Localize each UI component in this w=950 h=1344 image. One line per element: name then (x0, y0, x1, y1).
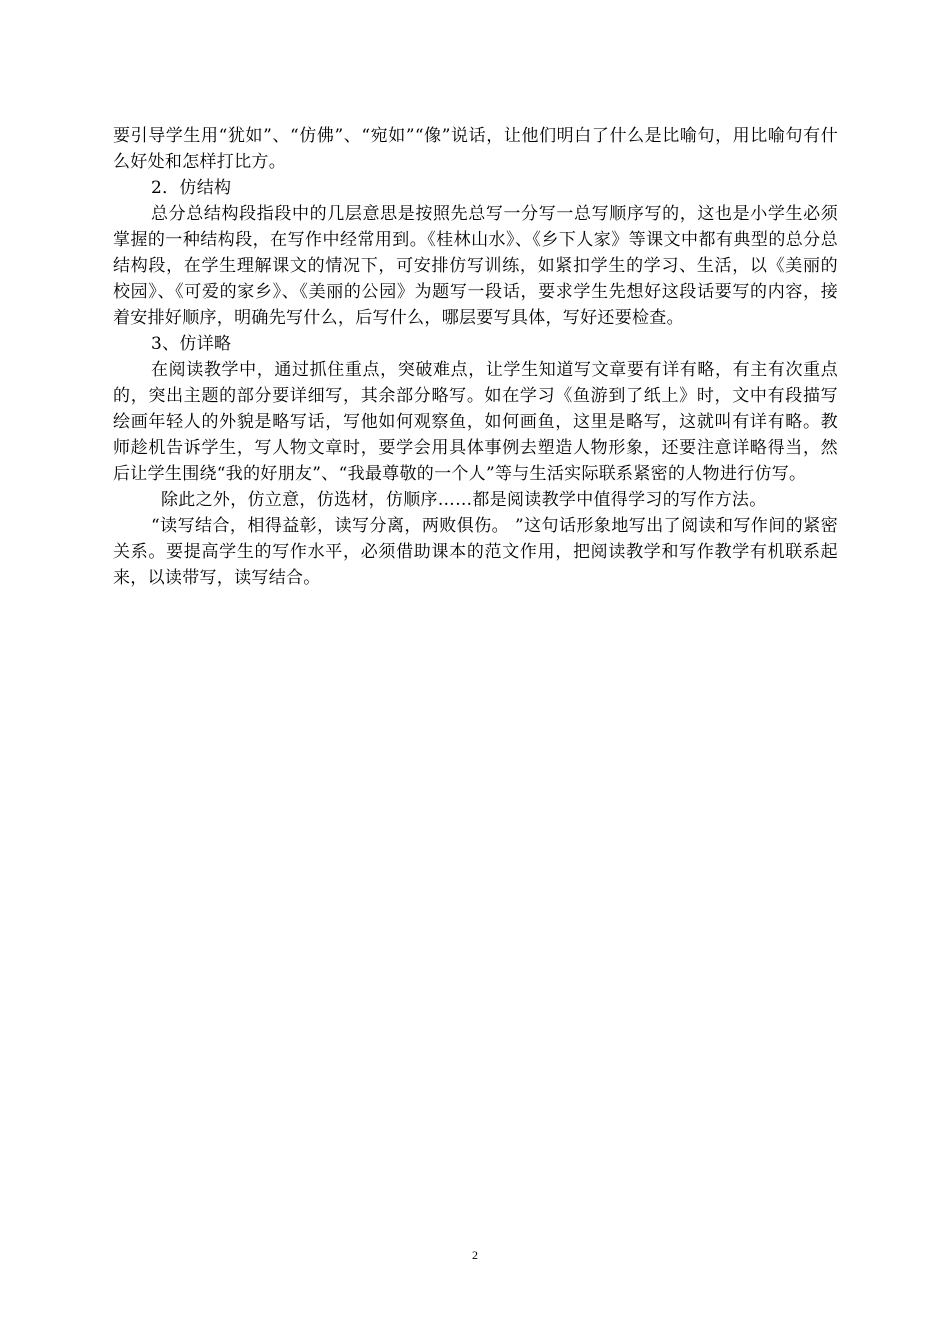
paragraph-simile: 要引导学生用“犹如”、“仿佛”、“宛如”“像”说话，让他们明白了什么是比喻句，用比喻句有什么好处和怎样打比方。 (113, 126, 838, 172)
paragraph-other-methods: 除此之外，仿立意，仿选材，仿顺序……都是阅读教学中值得学习的写作方法。 (161, 490, 767, 510)
paragraph-detail: 在阅读教学中，通过抓住重点，突破难点，让学生知道写文章要有详有略，有主有次重点的，突出主题的部分要详细写，其余部分略写。如在学习《鱼游到了纸上》时，文中有段描写绘画年轻人的外貌是略写话，写他如何观察鱼，如何画鱼，这里是略写，这就叫有详有略。教师趁机告诉学生，写人物文章时，要学会用具体事例去塑造人物形象，还要注意详略得当，然后让学生围绕“我的好朋友”、“我最尊敬的一个人”等与生活实际联系紧密的人物进行仿写。 (113, 360, 838, 484)
heading-imitate-detail: 3、仿详略 (151, 334, 232, 354)
page-number: 2 (472, 1248, 478, 1262)
document-body (113, 123, 838, 591)
paragraph-conclusion: “读写结合，相得益彰，读写分离，两败俱伤。 ”这句话形象地写出了阅读和写作间的紧密关系。要提高学生的写作水平，必须借助课本的范文作用，把阅读教学和写作教学有机联系起来，以读带写，读写结合。 (113, 516, 838, 588)
paragraph-structure: 总分总结构段指段中的几层意思是按照先总写一分写一总写顺序写的，这也是小学生必须掌握的一种结构段，在写作中经常用到。《桂林山水》、《乡下人家》等课文中都有典型的总分总结构段，在学生理解课文的情况下，可安排仿写训练，如紧扣学生的学习、生活，以《美丽的校园》、《可爱的家乡》、《美丽的公园》为题写一段话，要求学生先想好这段话要写的内容，接着安排好顺序，明确先写什么，后写什么，哪层要写具体，写好还要检查。 (113, 204, 838, 328)
heading-imitate-structure: 2．仿结构 (151, 178, 232, 198)
